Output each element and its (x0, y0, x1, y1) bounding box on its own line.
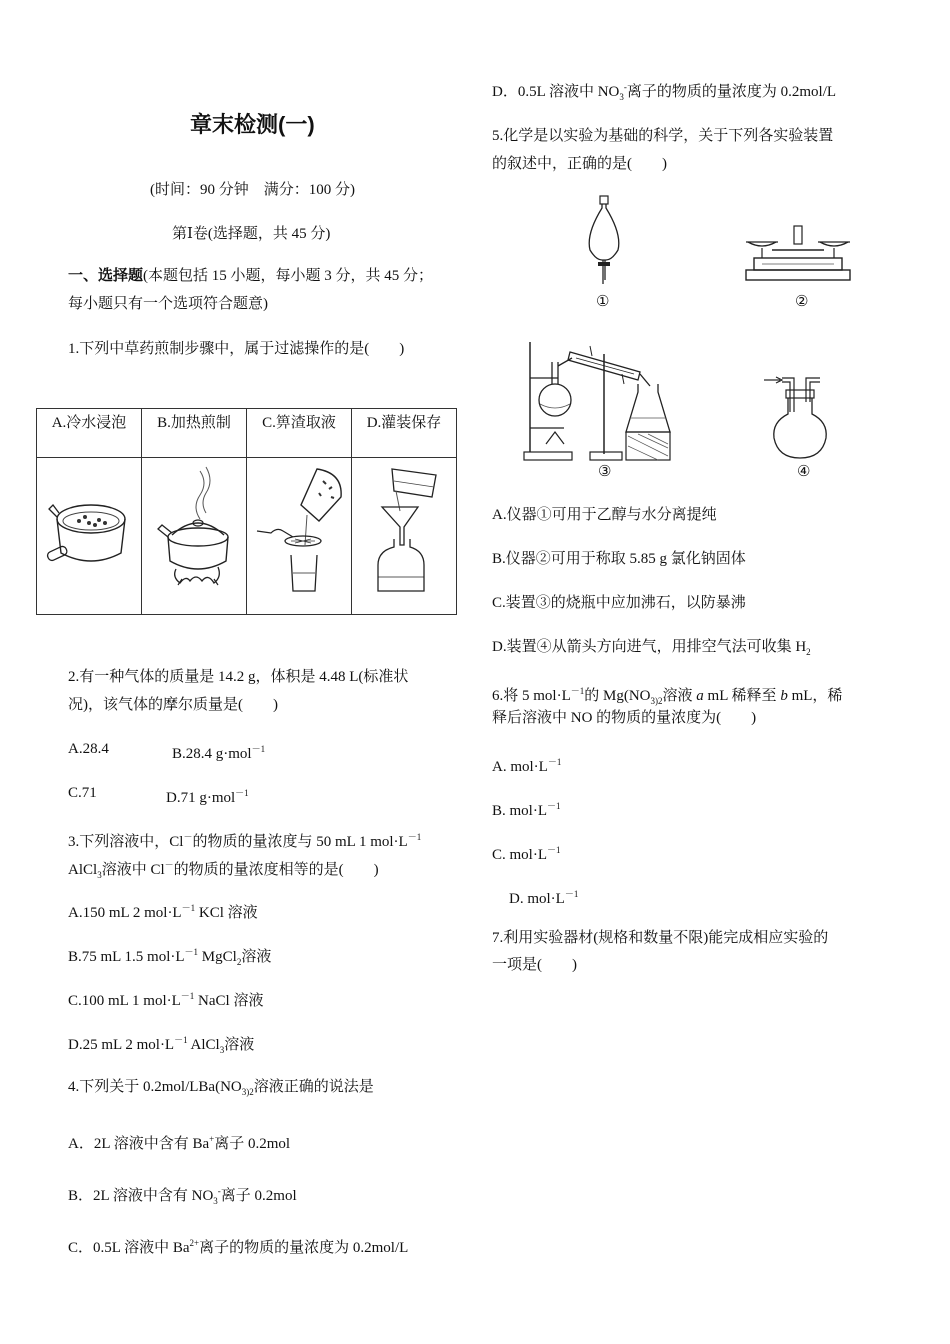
q4-option-b: B．2L 溶液中含有 $NO_3^-$离子 0.2mol (68, 1186, 297, 1206)
q2-stem-line2: 况)，该气体的摩尔质量是( ) (68, 697, 278, 713)
q2-stem-line1: 2.有一种气体的质量是 14.2 g，体积是 4.48 L(标准状 (68, 669, 409, 685)
q1-table (36, 408, 457, 615)
q1-image-heating (142, 458, 247, 615)
q1-stem: 1.下列中草药煎制步骤中，属于过滤操作的是( ) (68, 341, 405, 357)
apparatus-label-1: ① (596, 294, 610, 310)
q3-stem-line1: 3.下列溶液中，Cl－的物质的量浓度与 50 mL 1 $mol\cdot L^{-1}$ (68, 832, 422, 850)
q5-option-a: A.仪器①可用于乙醇与水分离提纯 (492, 507, 717, 523)
section1-line2: 每小题只有一个选项符合题意) (68, 296, 268, 312)
q1-image-soaking (37, 458, 142, 615)
gas-collection-flask-icon (760, 372, 836, 464)
q4-stem: 4.下列关于 $0.2mol/LBa(NO_{3)2}$溶液正确的说法是 (68, 1079, 374, 1097)
separatory-funnel-icon (582, 194, 626, 286)
q2-option-b: B.28.4 g·mol$^{-1}$ (172, 744, 266, 762)
apparatus-label-3: ③ (598, 464, 612, 480)
q6-option-b: B. $mol\cdot L^{-1}$ (492, 801, 561, 819)
q6-stem-line2: 释后溶液中 NO 的物质的量浓度为( ) (492, 710, 757, 726)
q5-option-c: C.装置③的烧瓶中应加沸石，以防暴沸 (492, 595, 746, 611)
apparatus-label-2: ② (795, 294, 809, 310)
q7-stem-line1: 7.利用实验器材(规格和数量不限)能完成相应实验的 (492, 930, 829, 946)
q2-option-a: A.28.4 (68, 741, 109, 757)
q5-option-b: B.仪器②可用于称取 5.85 g 氯化钠固体 (492, 551, 746, 567)
q3-option-a: A.150 mL 2 $mol\cdot L^{-1}$ KCl 溶液 (68, 903, 258, 921)
heating-pot-icon (142, 461, 246, 611)
q1-image-filtering (247, 458, 352, 615)
q1-header-b: B.加热煎制 (142, 409, 247, 458)
q4-option-d: D．0.5L 溶液中 $NO_3^-$离子的物质的量浓度为 0.2mol/L (492, 82, 837, 102)
q2-option-d: D.71 g·mol$^{-1}$ (166, 788, 249, 806)
q4-option-a: A．2L 溶液中含有 Ba+离子 0.2mol (68, 1134, 291, 1152)
balance-icon (742, 222, 854, 286)
distillation-apparatus-icon (522, 334, 692, 464)
q3-option-c: C.100 mL 1 $mol\cdot L^{-1}$ NaCl 溶液 (68, 991, 264, 1009)
q5-option-d: D.装置④从箭头方向进气，用排空气法可收集 $H_2$ (492, 639, 811, 657)
time-info: (时间：90 分钟 满分：100 分) (150, 182, 355, 198)
q6-option-c: C. $mol\cdot L^{-1}$ (492, 845, 561, 863)
apparatus-label-4: ④ (797, 464, 811, 480)
q5-stem-line2: 的叙述中，正确的是( ) (492, 156, 667, 172)
q1-header-a: A.冷水浸泡 (37, 409, 142, 458)
q3-option-b: B.75 mL 1.5 $mol\cdot L^{-1}$ MgCl$_2$溶液 (68, 947, 272, 967)
bottling-icon (352, 461, 456, 611)
page-title: 章末检测(一) (190, 112, 315, 137)
q6-stem-line1: 6.将 5 $mol\cdot L^{-1}$的 $Mg(NO_{3)2}$溶液 a mL 稀释至 b mL，稀 (492, 686, 843, 706)
q1-header-c: C.箅渣取液 (247, 409, 352, 458)
section1-heading: 一、选择题 (68, 268, 144, 284)
filtering-icon (247, 461, 351, 611)
q4-option-c: C．0.5L 溶液中 $Ba^{2+}$离子的物质的量浓度为 0.2mol/L (68, 1238, 409, 1256)
q3-option-d: D.25 mL 2 $mol\cdot L^{-1}$ AlCl$_3$溶液 (68, 1035, 255, 1055)
q6-option-a: A. $mol\cdot L^{-1}$ (492, 757, 562, 775)
q6-option-d: D. $mol\cdot L^{-1}$ (509, 889, 579, 907)
volume-heading: 第Ⅰ卷(选择题，共 45 分) (172, 226, 331, 242)
q1-image-bottling (352, 458, 457, 615)
section1-line1: 一、选择题(本题包括 15 小题，每小题 3 分，共 45 分； (68, 268, 434, 284)
q1-header-d: D.灌装保存 (352, 409, 457, 458)
q5-stem-line1: 5.化学是以实验为基础的科学，关于下列各实验装置 (492, 128, 834, 144)
q7-stem-line2: 一项是( ) (492, 957, 577, 973)
q2-option-c: C.71 (68, 785, 97, 801)
soaking-pot-icon (37, 461, 141, 611)
q3-stem-line2: AlCl$_3$溶液中 Cl－的物质的量浓度相等的是( ) (68, 860, 379, 880)
